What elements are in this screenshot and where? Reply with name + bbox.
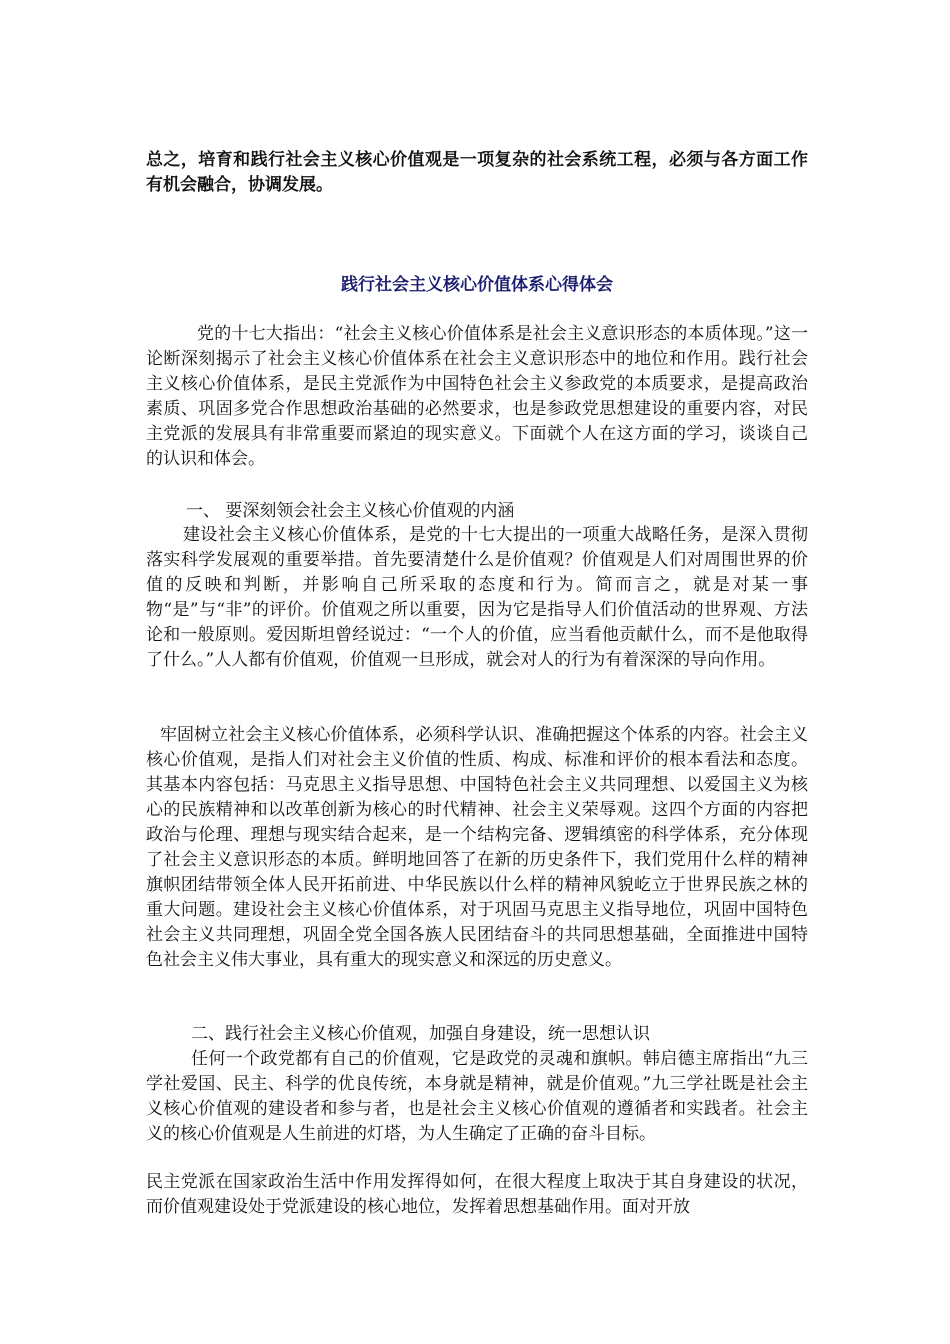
section-1-heading: 一、 要深刻领会社会主义核心价值观的内涵 bbox=[186, 501, 515, 521]
section-1-paragraph-1: 建设社会主义核心价值体系，是党的十七大提出的一项重大战略任务，是深入贯彻落实科学发展观的重要举措。首先要清楚什么是价值观？价值观是人们对周围世界的价值的反映和判断，并影响自己所采取的态度和行为。简而言之，就是对某一事物“是”与“非”的评价。价值观之所以重要，因为它是指导人们价值活动的世界观、方法论和一般原则。爱因斯坦曾经说过：“一个人的价值，应当看他贡献什么，而不是他取得了什么。”人人都有价值观，价值观一旦形成，就会对人的行为有着深深的导向作用。 bbox=[146, 525, 808, 670]
section-1-paragraph-2: 牢固树立社会主义核心价值体系，必须科学认识、准确把握这个体系的内容。社会主义核心价值观，是指人们对社会主义价值的性质、构成、标准和评价的根本看法和态度。其基本内容包括：马克思主义指导思想、中国特色社会主义共同理想、以爱国主义为核心的民族精神和以改革创新为核心的时代精神、社会主义荣辱观。这四个方面的内容把政治与伦理、理想与现实结合起来，是一个结构完备、逻辑缜密的科学体系，充分体现了社会主义意识形态的本质。鲜明地回答了在新的历史条件下，我们党用什么样的精神旗帜团结带领全体人民开拓前进、中华民族以什么样的精神风貌屹立于世界民族之林的重大问题。建设社会主义核心价值体系，对于巩固马克思主义指导地位，巩固中国特色社会主义共同理想，巩固全党全国各族人民团结奋斗的共同思想基础，全面推进中国特色社会主义伟大事业，具有重大的现实意义和深远的历史意义。 bbox=[146, 725, 808, 970]
section-2-paragraph-1: 任何一个政党都有自己的价值观，它是政党的灵魂和旗帜。韩启德主席指出“九三学社爱国、民主、科学的优良传统，本身就是精神，就是价值观。”九三学社既是社会主义核心价值观的建设者和参与者，也是社会主义核心价值观的遵循者和实践者。社会主义的核心价值观是人生前进的灯塔，为人生确定了正确的奋斗目标。 bbox=[146, 1049, 808, 1144]
conclusion-paragraph: 总之，培育和践行社会主义核心价值观是一项复杂的社会系统工程，必须与各方面工作有机会融合，协调发展。 bbox=[146, 150, 808, 195]
section-2-paragraph-2: 民主党派在国家政治生活中作用发挥得如何，在很大程度上取决于其自身建设的状况，而价值观建设处于党派建设的核心地位，发挥着思想基础作用。面对开放 bbox=[146, 1172, 808, 1217]
article-title: 践行社会主义核心价值体系心得体会 bbox=[341, 275, 613, 295]
section-2-heading: 二、践行社会主义核心价值观，加强自身建设，统一思想认识 bbox=[191, 1024, 650, 1044]
opening-paragraph: 党的十七大指出：“社会主义核心价值体系是社会主义意识形态的本质体现。”这一论断深刻揭示了社会主义核心价值体系在社会主义意识形态中的地位和作用。践行社会主义核心价值体系，是民主党派作为中国特色社会主义参政党的本质要求，是提高政治素质、巩固多党合作思想政治基础的必然要求，也是参政党思想建设的重要内容，对民主党派的发展具有非常重要而紧迫的现实意义。下面就个人在这方面的学习，谈谈自己的认识和体会。 bbox=[146, 324, 808, 469]
